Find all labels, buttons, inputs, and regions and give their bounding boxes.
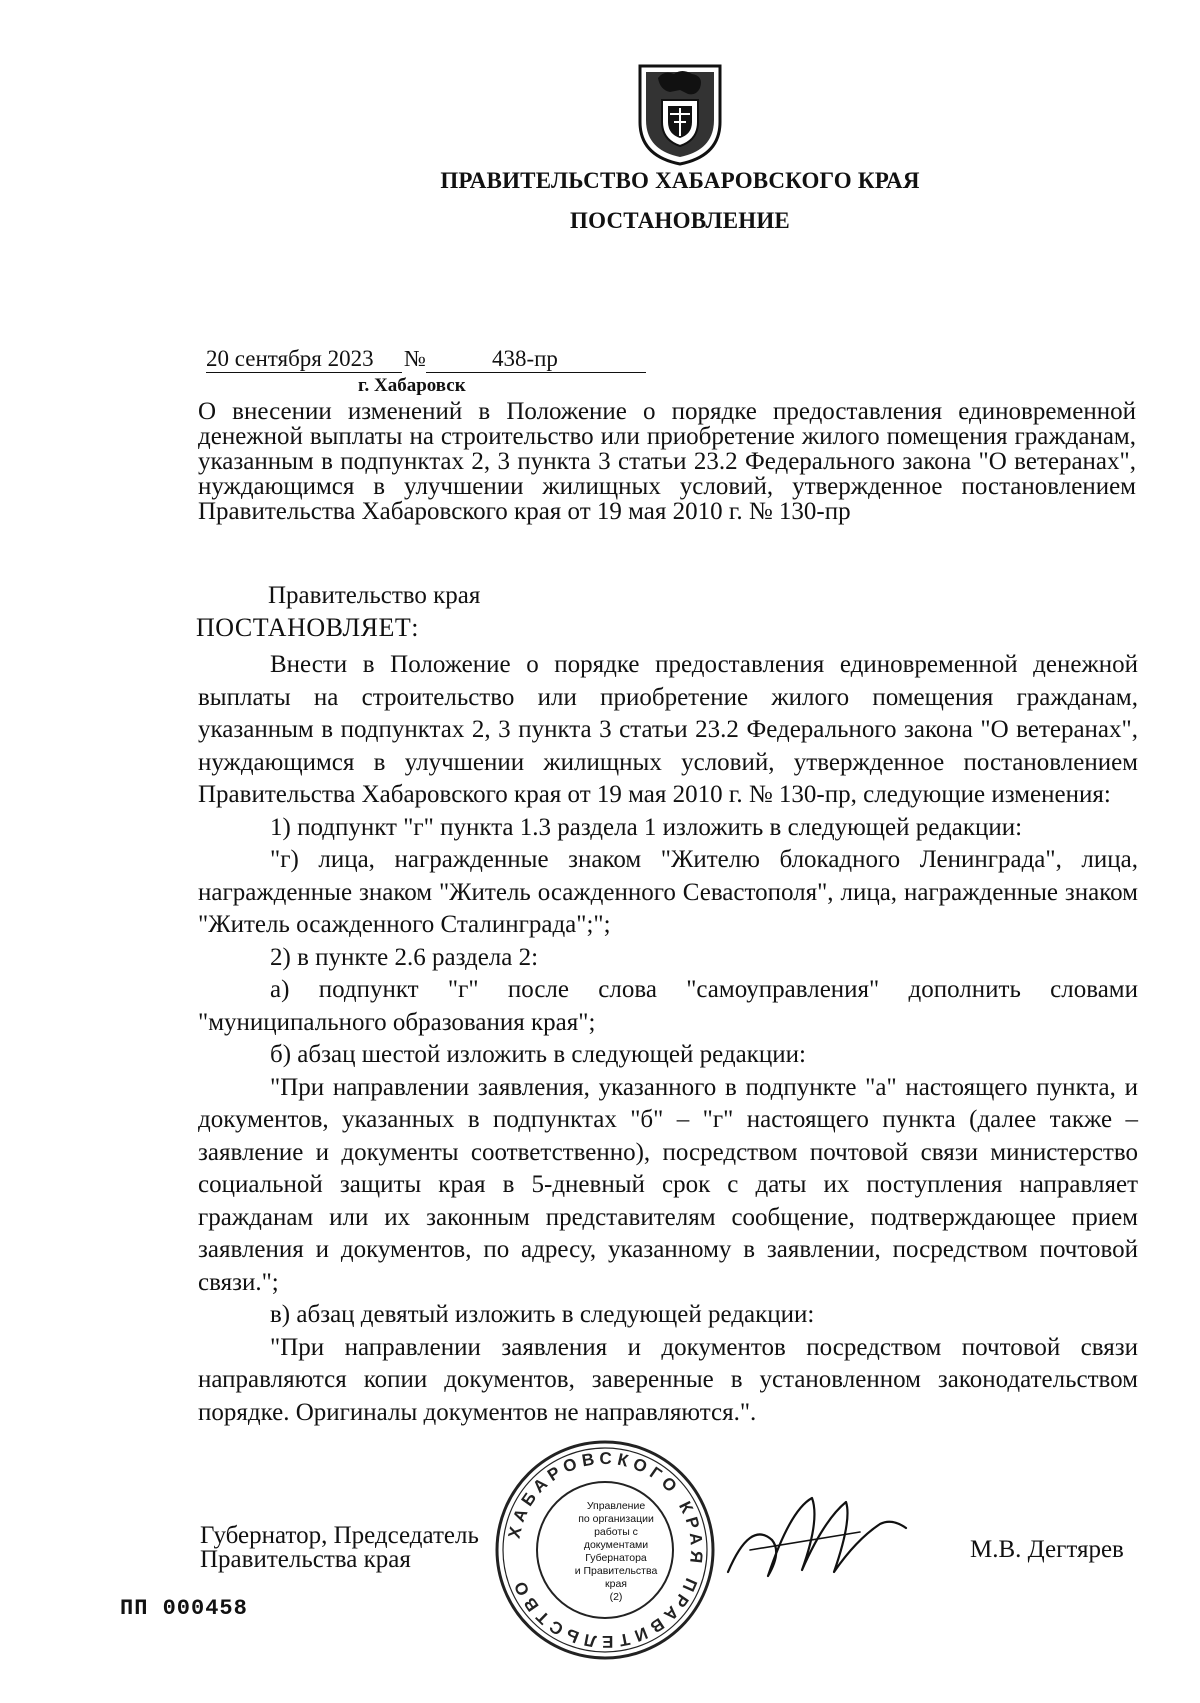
seal-ring-text: ХАБАРОВСКОГО КРАЯ ПРАВИТЕЛЬСТВО <box>504 1448 707 1652</box>
date-number-line <box>206 346 646 373</box>
coat-of-arms-icon <box>634 60 726 168</box>
paragraph-item-1: 1) подпункт "г" пункта 1.3 раздела 1 изложить в следующей редакции: <box>270 813 1023 841</box>
paragraph-item-2c-text: "При направлении заявления и документов посредством почтовой связи направляются копии документов, заверенные в установленном законодательством порядке. Оригиналы документов не направляются.". <box>198 1333 1138 1426</box>
decides-label: ПОСТАНОВЛЯЕТ: <box>196 613 419 642</box>
document-date: 20 сентября 2023 <box>206 346 402 373</box>
signatory-position <box>200 1524 479 1572</box>
document-city: г. Хабаровск <box>358 375 466 396</box>
paragraph-item-1-text: "г) лица, награжденные знаком "Жителю блокадного Ленинграда", лица, награжденные знаком "Житель осажденного Севастополя", лица, награжденные знаком "Житель осажденного Сталинграда";"; <box>198 846 1138 938</box>
paragraph-item-2a: а) подпункт "г" после слова "самоуправления" дополнить словами "муниципального образования края"; <box>198 976 1138 1036</box>
body-text <box>198 649 1138 1429</box>
signatory-position-line1: Губернатор, Председатель <box>200 1522 479 1549</box>
number-sign: № <box>404 346 426 371</box>
seal-line: по организации <box>578 1513 654 1525</box>
paragraph-item-2b-text: "При направлении заявления, указанного в подпункте "а" настоящего пункта, и документов, указанных в подпунктах "б" – "г" настоящего пункта (далее также – заявление и документы соответственно), посредством почтовой связи министерство социальной защиты края в 5-дневный срок с даты их поступления направляет гражданам или их законным представителям сообщение, подтверждающее прием заявления и документов, по адресу, указанному в заявлении, посредством почтовой связи."; <box>198 1073 1138 1296</box>
government-label: Правительство края <box>268 582 481 609</box>
document-type-heading: ПОСТАНОВЛЕНИЕ <box>570 208 790 233</box>
seal-line: края <box>605 1578 627 1590</box>
paragraph-item-2: 2) в пункте 2.6 раздела 2: <box>270 943 539 971</box>
document-number: 438-пр <box>426 346 646 373</box>
seal-inner-text <box>572 1500 660 1604</box>
seal-line: Губернатора <box>585 1552 647 1564</box>
document-title: О внесении изменений в Положение о порядке предоставления единовременной денежной выплаты на строительство или приобретение жилого помещения гражданам, указанным в подпунктах 2, 3 пункта 3 статьи 23.2 Федерального закона "О ветеранах", нуждающимся в улучшении жилищных условий, утвержденное постановлением Правительства Хабаровского края от 19 мая 2010 г. № 130-пр <box>198 398 1136 525</box>
paragraph-intro: Внести в Положение о порядке предоставления единовременной денежной выплаты на строительство или приобретение жилого помещения гражданам, указанным в подпунктах 2, 3 пункта 3 статьи 23.2 Федерального закона "О ветеранах", нуждающимся в улучшении жилищных условий, утвержденное постановлением Правительства Хабаровского края от 19 мая 2010 г. № 130-пр, следующие изменения: <box>198 651 1138 808</box>
seal-line: (2) <box>609 1591 623 1603</box>
signatory-position-line2: Правительства края <box>200 1546 411 1573</box>
seal-line: и Правительства <box>574 1565 658 1577</box>
seal-line: Управление <box>586 1500 646 1512</box>
handwritten-signature <box>720 1480 910 1600</box>
paragraph-item-2b: б) абзац шестой изложить в следующей редакции: <box>270 1041 806 1068</box>
document-code: ПП 000458 <box>120 1596 248 1621</box>
signatory-name: М.В. Дегтярев <box>970 1536 1124 1563</box>
paragraph-item-2c: в) абзац девятый изложить в следующей редакции: <box>270 1301 815 1328</box>
organization-heading: ПРАВИТЕЛЬСТВО ХАБАРОВСКОГО КРАЯ <box>440 168 920 193</box>
seal-line: работы с документами <box>583 1526 649 1551</box>
